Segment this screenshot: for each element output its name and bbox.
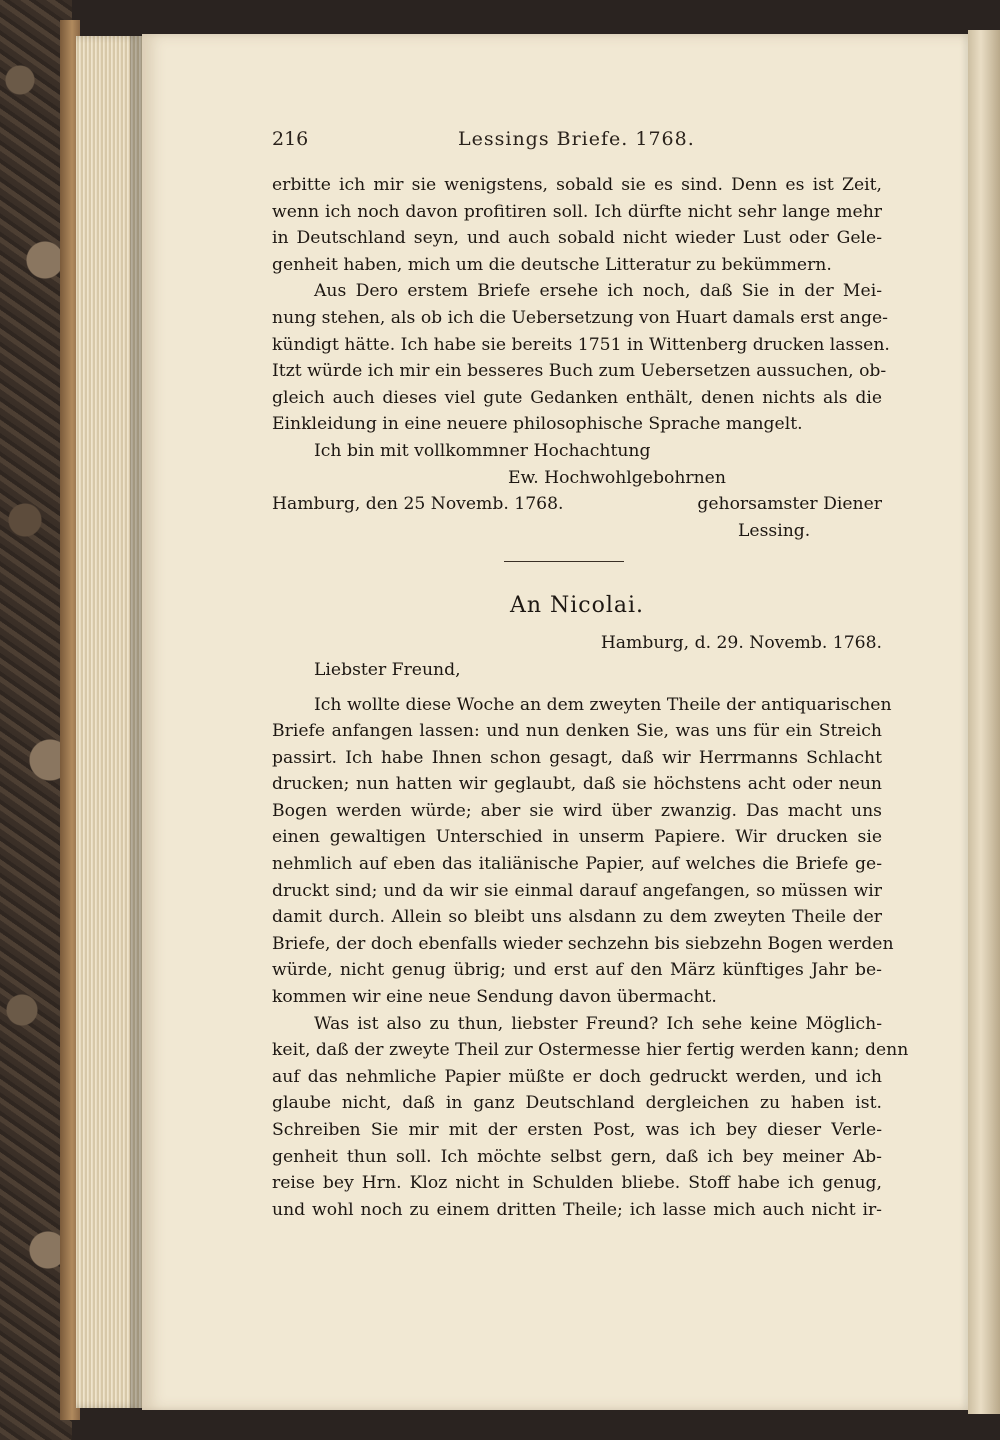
text-line: nehmlich auf eben das italiänische Papier, auf welches die Briefe ge- (272, 854, 882, 875)
text-line: Schreiben Sie mir mit der ersten Post, was ich bey dieser Verle- (272, 1120, 882, 1140)
text-line: keit, daß der zweyte Theil zur Ostermesse hier fertig werden kann; denn (272, 1040, 909, 1061)
separator-rule (504, 561, 624, 562)
page-number: 216 (272, 128, 309, 150)
text-line: damit durch. Allein so bleibt uns alsdann zu dem zweyten Theile der (272, 907, 882, 928)
place-date: Hamburg, den 25 Novemb. 1768. (272, 494, 564, 515)
dateline: Hamburg, d. 29. Novemb. 1768. (600, 633, 882, 654)
text-line: Ich wollte diese Woche an dem zweyten Theile der antiquarischen (314, 694, 892, 715)
text-line: Briefe anfangen lassen: und nun denken Sie, was uns für ein Streich (272, 721, 882, 742)
text-line: Einkleidung in eine neuere philosophische Sprache mangelt. (272, 414, 803, 435)
page-body (272, 172, 909, 1223)
text-line: Was ist also zu thun, liebster Freund? Ich sehe keine Möglich- (314, 1013, 882, 1034)
separator (272, 544, 882, 582)
text-line: kündigt hätte. Ich habe sie bereits 1751 in Wittenberg drucken lassen. (272, 334, 890, 355)
text-line: kommen wir eine neue Sendung davon übermacht. (272, 987, 717, 1008)
text-line: reise bey Hrn. Kloz nicht in Schulden bliebe. Stoff habe ich genug, (272, 1173, 882, 1194)
salutation: Liebster Freund, (314, 659, 461, 680)
text-line: genheit haben, mich um die deutsche Litteratur zu bekümmern. (272, 254, 832, 275)
text-line: wenn ich noch davon profitiren soll. Ich dürfte nicht sehr lange mehr (272, 201, 882, 222)
place-date-line (272, 491, 882, 518)
text-line: druckt sind; und da wir sie einmal darauf angefangen, so müssen wir (272, 880, 882, 901)
text-line: Briefe, der doch ebenfalls wieder sechzehn bis siebzehn Bogen werden (272, 933, 894, 954)
servant-line: gehorsamster Diener (697, 494, 882, 515)
closing-line: Ich bin mit vollkommner Hochachtung (314, 440, 651, 461)
text-line: und wohl noch zu einem dritten Theile; ich lasse mich auch nicht ir- (272, 1199, 882, 1220)
text-line: glaube nicht, daß in ganz Deutschland dergleichen zu haben ist. (272, 1093, 882, 1114)
signature: Lessing. (738, 520, 811, 541)
facing-page-edge (968, 30, 1000, 1414)
address-line: Ew. Hochwohlgebohrnen (508, 467, 726, 488)
running-title: Lessings Briefe. 1768. (458, 128, 695, 150)
text-line: Itzt würde ich mir ein besseres Buch zum Uebersetzen aussuchen, ob- (272, 361, 887, 382)
text-line: gleich auch dieses viel gute Gedanken enthält, denen nichts als die (272, 387, 882, 408)
text-line: Bogen werden würde; aber sie wird über zwanzig. Das macht uns (272, 800, 882, 821)
text-line: passirt. Ich habe Ihnen schon gesagt, daß wir Herrmanns Schlacht (272, 747, 882, 768)
text-line: nung stehen, als ob ich die Uebersetzung von Huart damals erst ange- (272, 307, 888, 328)
text-line: auf das nehmliche Papier müßte er doch gedruckt werden, und ich (272, 1066, 882, 1087)
text-line: würde, nicht genug übrig; und erst auf den März künftiges Jahr be- (272, 960, 882, 981)
text-line: erbitte ich mir sie wenigstens, sobald sie es sind. Denn es ist Zeit, (272, 175, 882, 195)
text-line: drucken; nun hatten wir geglaubt, daß sie höchstens acht oder neun (272, 774, 882, 795)
text-line: Aus Dero erstem Briefe ersehe ich noch, daß Sie in der Mei- (314, 281, 882, 302)
letter-heading: An Nicolai. (509, 593, 645, 619)
text-line: in Deutschland seyn, und auch sobald nicht wieder Lust oder Gele- (272, 228, 882, 249)
text-line: einen gewaltigen Unterschied in unserm Papiere. Wir drucken sie (272, 827, 882, 848)
page-header (272, 128, 882, 158)
text-line: genheit thun soll. Ich möchte selbst gern, daß ich bey meiner Ab- (272, 1146, 882, 1167)
